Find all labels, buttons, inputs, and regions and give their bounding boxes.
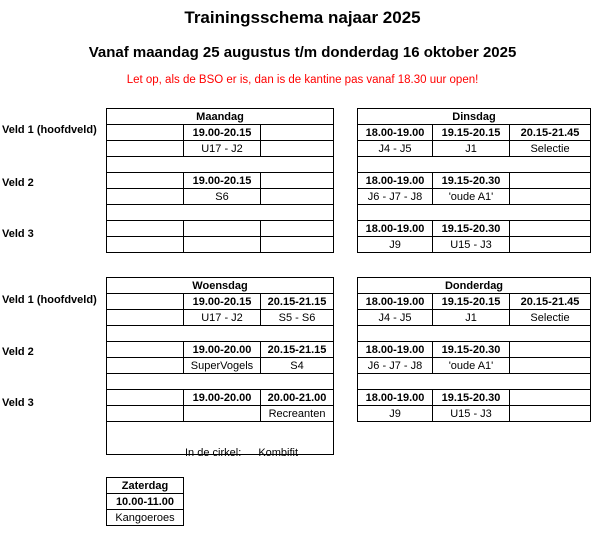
time-slot: 20.00-21.00 — [261, 390, 334, 406]
day-header: Zaterdag — [107, 478, 184, 494]
time-slot: 10.00-11.00 — [107, 494, 184, 510]
time-slot: 18.00-19.00 — [358, 125, 433, 141]
time-slot: 19.15-20.30 — [433, 173, 510, 189]
team-cell — [184, 406, 261, 422]
time-slot: 19.15-20.30 — [433, 221, 510, 237]
time-slot: 18.00-19.00 — [358, 390, 433, 406]
field-label-veld1: Veld 1 (hoofdveld) — [2, 124, 97, 136]
team-cell: Recreanten — [261, 406, 334, 422]
field-label-veld1: Veld 1 (hoofdveld) — [2, 294, 97, 306]
day-header: Dinsdag — [358, 109, 591, 125]
team-cell: S6 — [184, 189, 261, 205]
schedule-table-woensdag — [106, 277, 334, 455]
time-slot: 19.00-20.15 — [184, 173, 261, 189]
team-cell: J1 — [433, 141, 510, 157]
time-slot: 19.15-20.30 — [433, 342, 510, 358]
team-cell: Kangoeroes — [107, 510, 184, 526]
page-title: Trainingsschema najaar 2025 — [184, 8, 421, 27]
time-slot: 19.15-20.15 — [433, 294, 510, 310]
field-label-veld3: Veld 3 — [2, 397, 34, 409]
time-slot: 19.00-20.15 — [184, 125, 261, 141]
page-subtitle: Vanaf maandag 25 augustus t/m donderdag 16 oktober 2025 — [88, 44, 517, 61]
team-cell: U17 - J2 — [184, 310, 261, 326]
team-cell: U17 - J2 — [184, 141, 261, 157]
schedule-table-maandag — [106, 108, 334, 253]
circle-label: In de cirkel: — [185, 447, 242, 459]
time-slot: 19.00-20.00 — [184, 390, 261, 406]
team-cell: S4 — [261, 358, 334, 374]
time-slot: 20.15-21.15 — [261, 294, 334, 310]
team-cell: U15 - J3 — [433, 237, 510, 253]
time-slot: 19.00-20.00 — [184, 342, 261, 358]
team-cell: SuperVogels — [184, 358, 261, 374]
team-cell: J4 - J5 — [358, 141, 433, 157]
day-header: Woensdag — [107, 278, 334, 294]
team-cell: J9 — [358, 237, 433, 253]
team-cell: U15 - J3 — [433, 406, 510, 422]
day-header: Maandag — [107, 109, 334, 125]
team-cell: J4 - J5 — [358, 310, 433, 326]
time-slot: 18.00-19.00 — [358, 294, 433, 310]
team-cell: J6 - J7 - J8 — [358, 189, 433, 205]
schedule-table-dinsdag — [357, 108, 591, 253]
team-cell: 'oude A1' — [433, 358, 510, 374]
time-slot: 20.15-21.15 — [261, 342, 334, 358]
time-slot: 18.00-19.00 — [358, 221, 433, 237]
schedule-table-donderdag — [357, 277, 591, 422]
team-cell: Selectie — [510, 141, 591, 157]
time-slot: 20.15-21.45 — [510, 294, 591, 310]
field-label-veld2: Veld 2 — [2, 346, 34, 358]
time-slot: 19.15-20.30 — [433, 390, 510, 406]
day-header: Donderdag — [358, 278, 591, 294]
team-cell: J9 — [358, 406, 433, 422]
field-label-veld2: Veld 2 — [2, 177, 34, 189]
team-cell: J6 - J7 - J8 — [358, 358, 433, 374]
warning-note: Let op, als de BSO er is, dan is de kantine pas vanaf 18.30 uur open! — [126, 74, 479, 86]
time-slot: 19.00-20.15 — [184, 294, 261, 310]
time-slot: 18.00-19.00 — [358, 173, 433, 189]
circle-team: Kombifit — [258, 447, 299, 459]
time-slot: 19.15-20.15 — [433, 125, 510, 141]
team-cell: 'oude A1' — [433, 189, 510, 205]
team-cell: Selectie — [510, 310, 591, 326]
team-cell: S5 - S6 — [261, 310, 334, 326]
circle-note — [185, 447, 312, 459]
team-cell: J1 — [433, 310, 510, 326]
schedule-table-zaterdag — [106, 477, 184, 526]
time-slot: 18.00-19.00 — [358, 342, 433, 358]
field-label-veld3: Veld 3 — [2, 228, 34, 240]
time-slot: 20.15-21.45 — [510, 125, 591, 141]
